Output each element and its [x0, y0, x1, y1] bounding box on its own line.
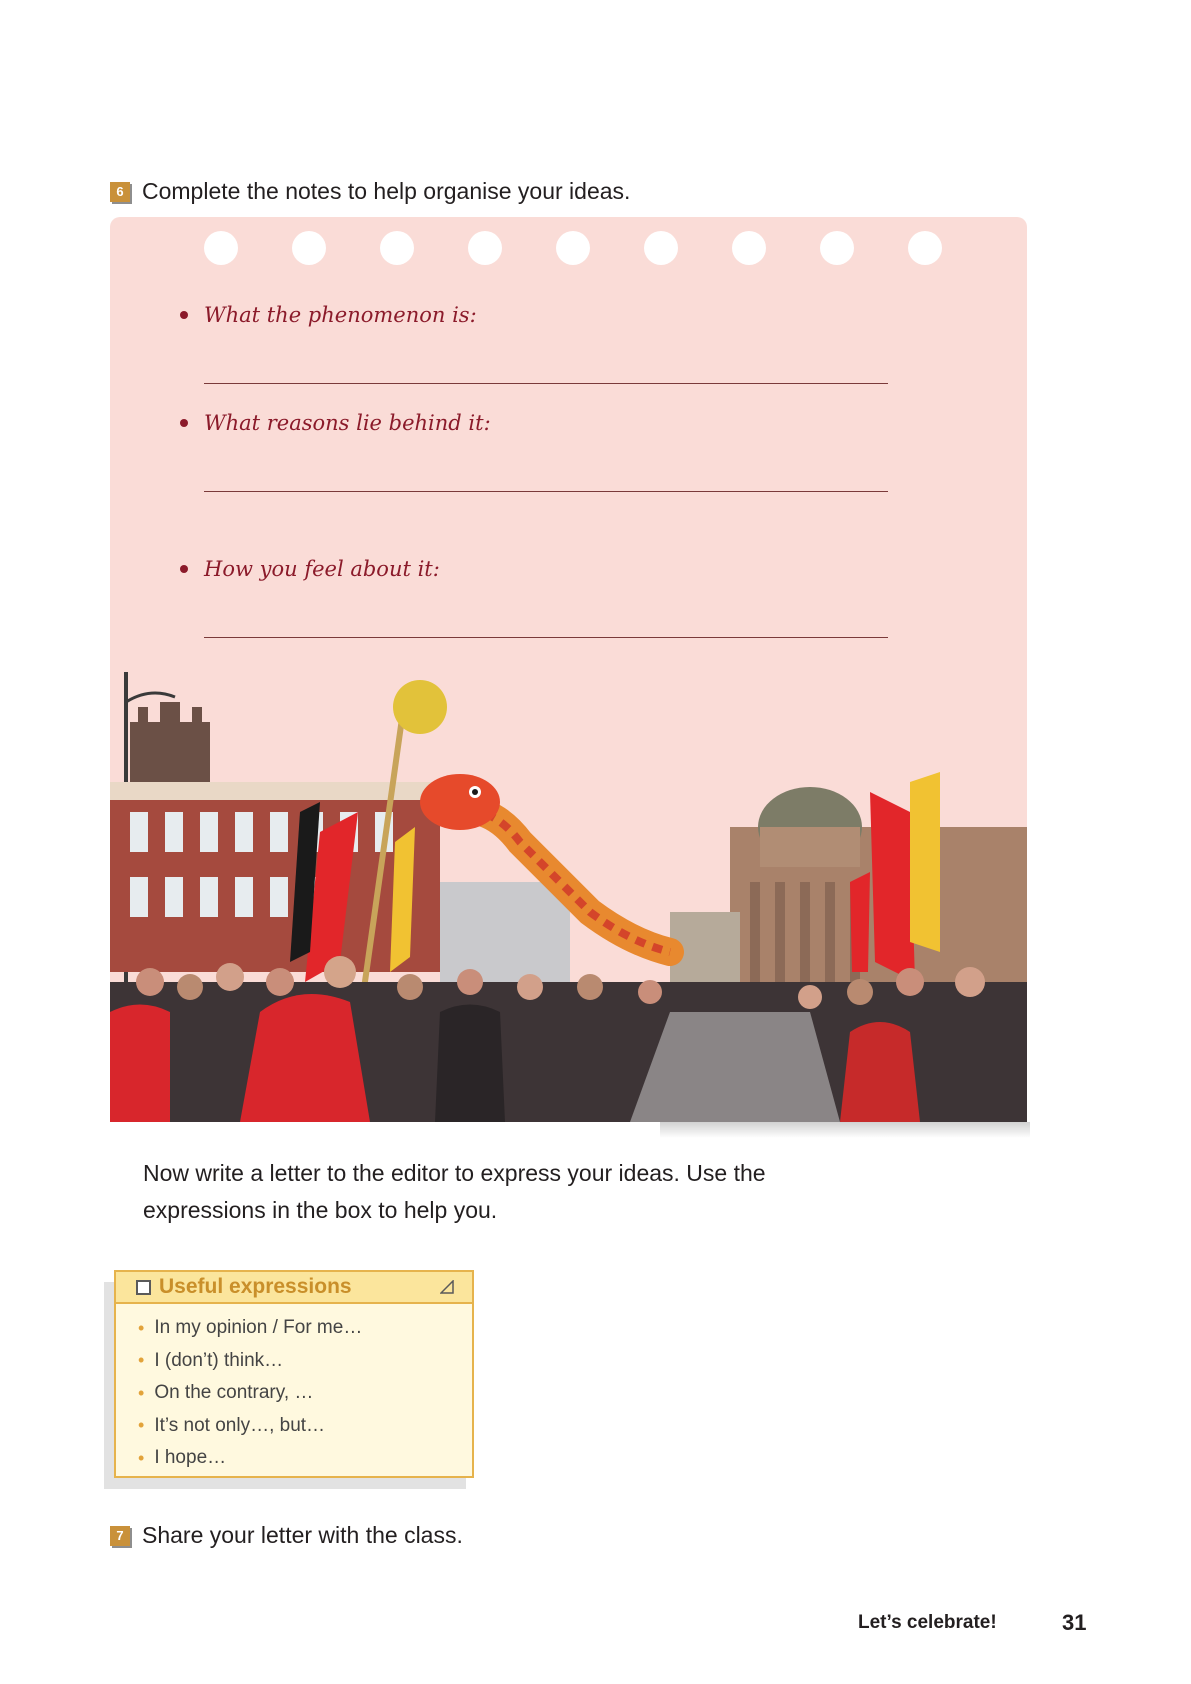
task-7-heading — [110, 1522, 463, 1549]
binder-hole — [644, 231, 678, 265]
bullet-icon — [180, 419, 188, 427]
bullet-icon — [180, 565, 188, 573]
page-number: 31 — [1062, 1610, 1087, 1635]
bullet-icon: • — [138, 1317, 145, 1338]
expressions-list — [116, 1304, 472, 1475]
useful-expressions-title: Useful expressions — [159, 1275, 352, 1298]
note-prompt — [180, 303, 477, 327]
note-prompt-text: What reasons lie behind it: — [204, 411, 491, 435]
binder-hole — [908, 231, 942, 265]
answer-line[interactable] — [204, 637, 888, 638]
task-number-badge: 7 — [110, 1526, 130, 1546]
list-item: • I (don’t) think… — [138, 1349, 284, 1371]
answer-line[interactable] — [204, 491, 888, 492]
list-item: • I hope… — [138, 1447, 227, 1469]
useful-expressions-box — [114, 1270, 474, 1478]
binder-holes — [204, 231, 942, 265]
task-number-badge: 6 — [110, 182, 130, 202]
binder-hole — [732, 231, 766, 265]
binder-hole — [292, 231, 326, 265]
dragon-parade-photo — [110, 652, 1027, 1122]
bullet-icon: • — [138, 1382, 145, 1403]
bullet-icon — [180, 311, 188, 319]
task-6-heading — [110, 178, 630, 205]
list-item: • In my opinion / For me… — [138, 1317, 363, 1339]
bullet-icon: • — [138, 1350, 145, 1371]
bullet-icon: • — [138, 1415, 145, 1436]
list-item: • On the contrary, … — [138, 1382, 314, 1404]
unit-title: Let’s celebrate! — [858, 1612, 997, 1633]
task-6-instruction: Complete the notes to help organise your ideas. — [142, 178, 631, 204]
letter-instruction: Now write a letter to the editor to express your ideas. Use the expressions in the box to help you. — [143, 1160, 766, 1223]
useful-expressions-header — [116, 1272, 472, 1304]
note-prompt — [180, 411, 491, 435]
notes-notebook — [110, 217, 1027, 1122]
note-prompt-text: How you feel about it: — [204, 557, 440, 581]
note-prompt — [180, 557, 440, 581]
task-7-instruction: Share your letter with the class. — [142, 1522, 463, 1548]
bullet-icon: • — [138, 1447, 145, 1468]
binder-hole — [380, 231, 414, 265]
answer-line[interactable] — [204, 383, 888, 384]
note-prompt-text: What the phenomenon is: — [204, 303, 477, 327]
binder-hole — [820, 231, 854, 265]
checkbox-icon — [136, 1280, 151, 1295]
binder-hole — [204, 231, 238, 265]
corner-triangle-icon — [440, 1280, 454, 1294]
notebook-shadow — [660, 1122, 1030, 1138]
binder-hole — [468, 231, 502, 265]
binder-hole — [556, 231, 590, 265]
list-item: • It’s not only…, but… — [138, 1414, 326, 1436]
